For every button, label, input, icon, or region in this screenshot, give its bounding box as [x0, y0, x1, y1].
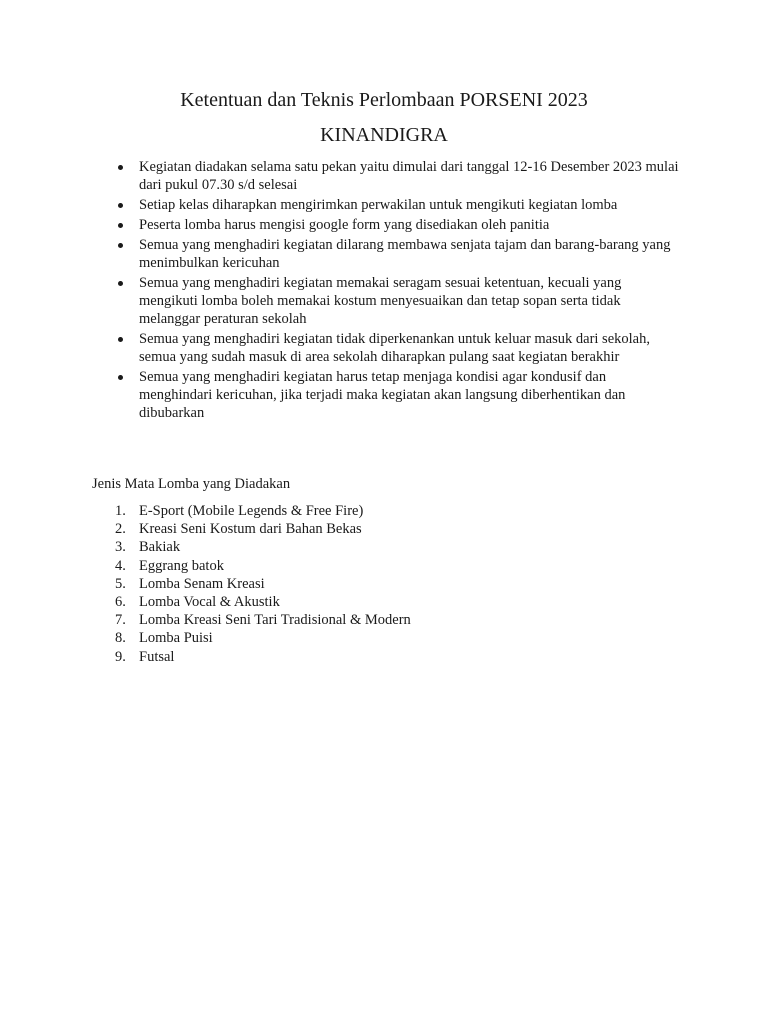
event-number: 2. [115, 521, 126, 538]
rule-text: Semua yang menghadiri kegiatan memakai seragam sesuai ketentuan, kecuali yang mengikuti lomba boleh memakai kostum menyesuaikan dan tetap sopan serta tidak melanggar peraturan sekolah [139, 275, 622, 327]
bullet-icon [118, 165, 123, 170]
bullet-icon [118, 375, 123, 380]
bullet-icon [118, 243, 123, 248]
event-item [115, 648, 411, 666]
event-number: 1. [115, 503, 126, 519]
event-item [115, 557, 411, 575]
rule-item [139, 330, 679, 366]
bullet-icon [118, 281, 123, 286]
event-number: 3. [115, 539, 126, 556]
event-label: Lomba Kreasi Seni Tari Tradisional & Modern [139, 612, 411, 629]
events-heading: Jenis Mata Lomba yang Diadakan [92, 476, 291, 492]
event-number: 5. [115, 575, 126, 592]
rule-item [139, 196, 679, 214]
bullet-icon [118, 223, 123, 228]
event-label: Kreasi Seni Kostum dari Bahan Bekas [139, 521, 362, 538]
event-item [115, 502, 411, 520]
event-label: Eggrang batok [139, 557, 224, 574]
event-number: 4. [115, 557, 126, 574]
event-item [115, 575, 411, 593]
event-label: Lomba Puisi [139, 630, 213, 647]
event-label: Lomba Senam Kreasi [139, 575, 265, 592]
document-subtitle: KINANDIGRA [320, 124, 448, 146]
event-number: 8. [115, 630, 126, 647]
event-item [115, 593, 411, 611]
event-label: Bakiak [139, 539, 181, 556]
rule-text: Semua yang menghadiri kegiatan tidak diperkenankan untuk keluar masuk dari sekolah, semua yang sudah masuk di area sekolah diharapkan pulang saat kegiatan berakhir [139, 331, 650, 365]
rule-text: Peserta lomba harus mengisi google form yang disediakan oleh panitia [139, 217, 550, 233]
event-number: 7. [115, 612, 126, 629]
event-number: 6. [115, 594, 126, 611]
rule-item [139, 216, 679, 234]
rule-item [139, 158, 679, 194]
rule-text: Semua yang menghadiri kegiatan harus tetap menjaga kondisi agar kondusif dan menghindari kericuhan, jika terjadi maka kegiatan akan langsung diberhentikan dan dibubarkan [139, 369, 626, 421]
bullet-icon [118, 337, 123, 342]
document-title: Ketentuan dan Teknis Perlombaan PORSENI 2023 [180, 89, 588, 111]
bullet-icon [118, 203, 123, 208]
event-item [115, 538, 411, 556]
events-list [115, 502, 411, 666]
rule-text: Setiap kelas diharapkan mengirimkan perwakilan untuk mengikuti kegiatan lomba [139, 197, 618, 213]
event-item [115, 629, 411, 647]
event-label: E-Sport (Mobile Legends & Free Fire) [139, 503, 364, 519]
event-item [115, 611, 411, 629]
rule-text: Kegiatan diadakan selama satu pekan yaitu dimulai dari tanggal 12-16 Desember 2023 mulai dari pukul 07.30 s/d selesai [139, 159, 679, 193]
rule-item [139, 368, 679, 422]
rule-text: Semua yang menghadiri kegiatan dilarang membawa senjata tajam dan barang-barang yang menimbulkan kericuhan [139, 237, 671, 271]
rule-item [139, 274, 679, 328]
event-item [115, 520, 411, 538]
event-label: Futsal [139, 648, 175, 665]
rule-item [139, 236, 679, 272]
event-label: Lomba Vocal & Akustik [139, 594, 280, 611]
event-number: 9. [115, 648, 126, 665]
rules-list [139, 158, 679, 424]
